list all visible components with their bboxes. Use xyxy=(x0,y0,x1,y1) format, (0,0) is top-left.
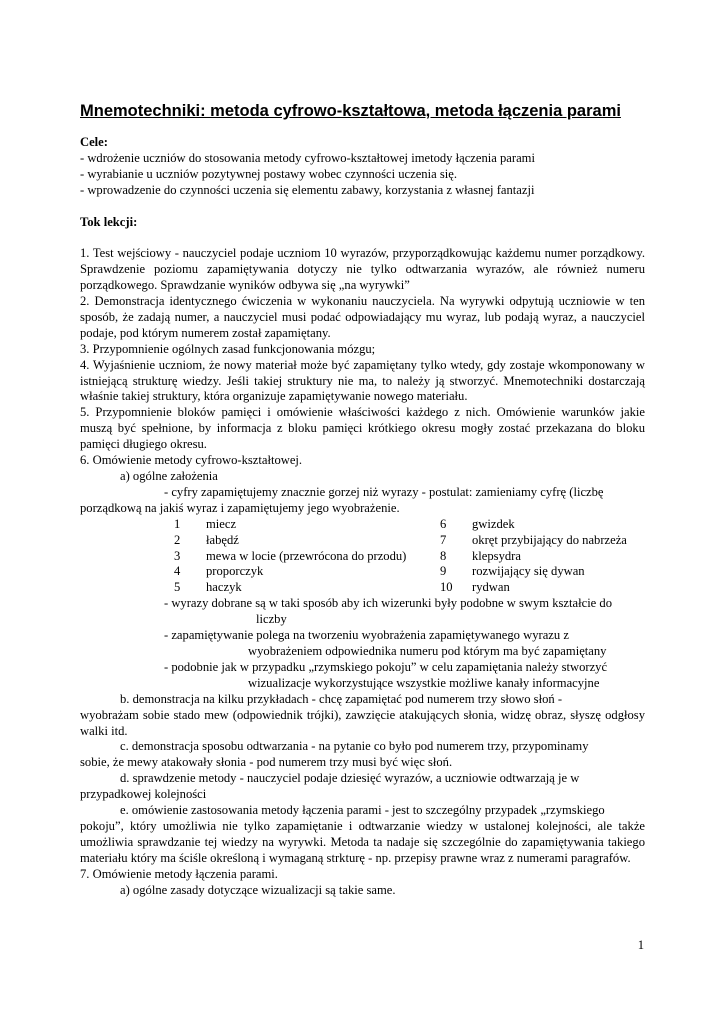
table-row xyxy=(174,564,627,580)
shape-cell: klepsydra xyxy=(472,548,521,563)
shape-cell: haczyk xyxy=(206,580,242,595)
shape-cell: proporczyk xyxy=(206,564,264,579)
table-row xyxy=(174,549,627,565)
step-6-d-rest: przypadkowej kolejności xyxy=(80,787,207,802)
step-6-e-rest: pokoju”, który umożliwia nie tylko zapamiętanie i odtwarzanie wiedzy w ustalonej kolejności, ale także umożliwia sprawdzanie tej wiedzy na wyrywki. Metoda ta nadaje się szczególnie do zapamiętywania takiego materiału który ma ściśle określoną i wymaganą strkturę - np. przepisy prawne wraz z numerami paragrafów. xyxy=(80,818,645,865)
step-6-a-label: a) ogólne założenia xyxy=(120,469,218,483)
shape-cell: mewa w locie (przewrócona do przodu) xyxy=(206,548,407,563)
page-number: 1 xyxy=(637,938,644,952)
document-title: Mnemotechniki: metoda cyfrowo-kształtowa, metoda łączenia parami xyxy=(80,102,621,120)
table-row xyxy=(174,517,627,533)
note-first-line: - zapamiętywanie polega na tworzeniu wyobrażenia zapamiętywanego wyrazu z xyxy=(164,628,569,643)
step-6-b-first: b. demonstracja na kilku przykładach - chcę zapamiętać pod numerem trzy słowo słoń - xyxy=(120,691,563,706)
step-6-e-first: e. omówienie zastosowania metody łączenia parami - jest to szczególny przypadek „rzymskiego xyxy=(120,803,605,818)
step-6-a-text: - cyfry zapamiętujemy znacznie gorzej niż wyrazy - postulat: zamieniamy cyfrę (liczbę porządkową na jakiś wyraz i zapamiętujemy jego wyobrażenie. xyxy=(80,484,604,515)
note-continuation: wizualizacje wykorzystujące wszystkie możliwe kanały informacyjne xyxy=(248,675,600,690)
lesson-step-5: 5. Przypomnienie bloków pamięci i omówienie właściwości każdego z nich. Omówienie warunków jakie muszą być spełnione, by informacja z bloku pamięci krótkiego okresu mogły zostać przekazana do bloku pamięci długiego okresu. xyxy=(80,405,645,452)
goal-item: - wdrożenie uczniów do stosowania metody cyfrowo-kształtowej imetody łączenia parami xyxy=(80,150,535,165)
table-row xyxy=(174,580,627,596)
lesson-step-1: 1. Test wejściowy - nauczyciel podaje uczniom 10 wyrazów, przyporządkowując każdemu numer porządkowy. Sprawdzenie poziomu zapamiętywania dotyczy nie tylko odtwarzania wyrazów, ale również numeru porządkowego. Sprawdzanie wyników odbywa się „na wyrywki” xyxy=(80,246,645,293)
digit-cell: 3 xyxy=(174,548,181,563)
digit-cell: 7 xyxy=(440,532,447,547)
shape-cell: gwizdek xyxy=(472,516,515,531)
step-6-c-first: c. demonstracja sposobu odtwarzania - na pytanie co było pod numerem trzy, przypominamy xyxy=(120,739,589,754)
step-6-b-rest: wyobrażam sobie stado mew (odpowiednik trójki), zawzięcie atakujących słonia, widzę obraz, słyszę odgłosy walki itd. xyxy=(80,707,645,738)
step-7-a: a) ogólne zasady dotyczące wizualizacji są takie same. xyxy=(120,882,396,897)
lesson-step-6: 6. Omówienie metody cyfrowo-kształtowej. xyxy=(80,453,303,468)
digit-cell: 4 xyxy=(174,564,181,579)
shape-cell: okręt przybijający do nabrzeża xyxy=(472,532,627,547)
table-row xyxy=(174,533,627,549)
shape-cell: łabędź xyxy=(206,532,239,547)
digit-cell: 1 xyxy=(174,516,181,531)
digit-shape-table xyxy=(174,517,627,597)
lesson-step-4: 4. Wyjaśnienie uczniom, że nowy materiał może być zapamiętany tylko wtedy, gdy zostaje wkomponowany w istniejącą strukturę wiedzy. Jeśli takiej struktury nie ma, to należy ją stworzyć. Mnemotechniki dostarczają właśnie takiej struktury, która organizuje zapamiętywanie nowego materiału. xyxy=(80,357,645,404)
document-body xyxy=(80,135,645,898)
lesson-step-7: 7. Omówienie metody łączenia parami. xyxy=(80,866,278,881)
goal-item: - wprowadzenie do czynności uczenia się elementu zabawy, korzystania z własnej fantazji xyxy=(80,182,535,197)
lesson-heading: Tok lekcji: xyxy=(80,214,138,229)
goals-heading: Cele: xyxy=(80,135,108,149)
note-continuation: wyobrażeniem odpowiednika numeru pod którym ma być zapamiętany xyxy=(248,643,607,658)
lesson-step-2: 2. Demonstracja identycznego ćwiczenia w wykonaniu nauczyciela. Na wyrywki odpytują uczniowie w ten sposób, że zadają numer, a nauczyciel musi podać odpowiadający mu wyraz, lub podają wyraz, a nauczyciel podaje, pod którym numerem został zapamiętany. xyxy=(80,294,645,340)
goal-item: - wyrabianie u uczniów pozytywnej postawy wobec czynności uczenia się. xyxy=(80,166,457,181)
digit-cell: 2 xyxy=(174,532,181,547)
digit-cell: 9 xyxy=(440,564,447,579)
digit-cell: 10 xyxy=(440,580,453,595)
shape-cell: rydwan xyxy=(472,580,510,595)
note-continuation: liczby xyxy=(256,612,287,627)
step-6-d-first: d. sprawdzenie metody - nauczyciel podaje dziesięć wyrazów, a uczniowie odtwarzają je w xyxy=(120,771,580,786)
note-first-line: - wyrazy dobrane są w taki sposób aby ich wizerunki były podobne w swym kształcie do xyxy=(164,596,613,611)
digit-cell: 8 xyxy=(440,548,447,563)
shape-cell: miecz xyxy=(206,516,237,531)
note-first-line: - podobnie jak w przypadku „rzymskiego pokoju” w celu zapamiętania należy stworzyć xyxy=(164,659,608,674)
digit-cell: 6 xyxy=(440,516,447,531)
lesson-step-3: 3. Przypomnienie ogólnych zasad funkcjonowania mózgu; xyxy=(80,341,376,356)
shape-cell: rozwijający się dywan xyxy=(472,564,585,579)
step-6-c-rest: sobie, że mewy atakowały słonia - pod numerem trzy musi być więc słoń. xyxy=(80,755,453,770)
digit-cell: 5 xyxy=(174,580,181,595)
